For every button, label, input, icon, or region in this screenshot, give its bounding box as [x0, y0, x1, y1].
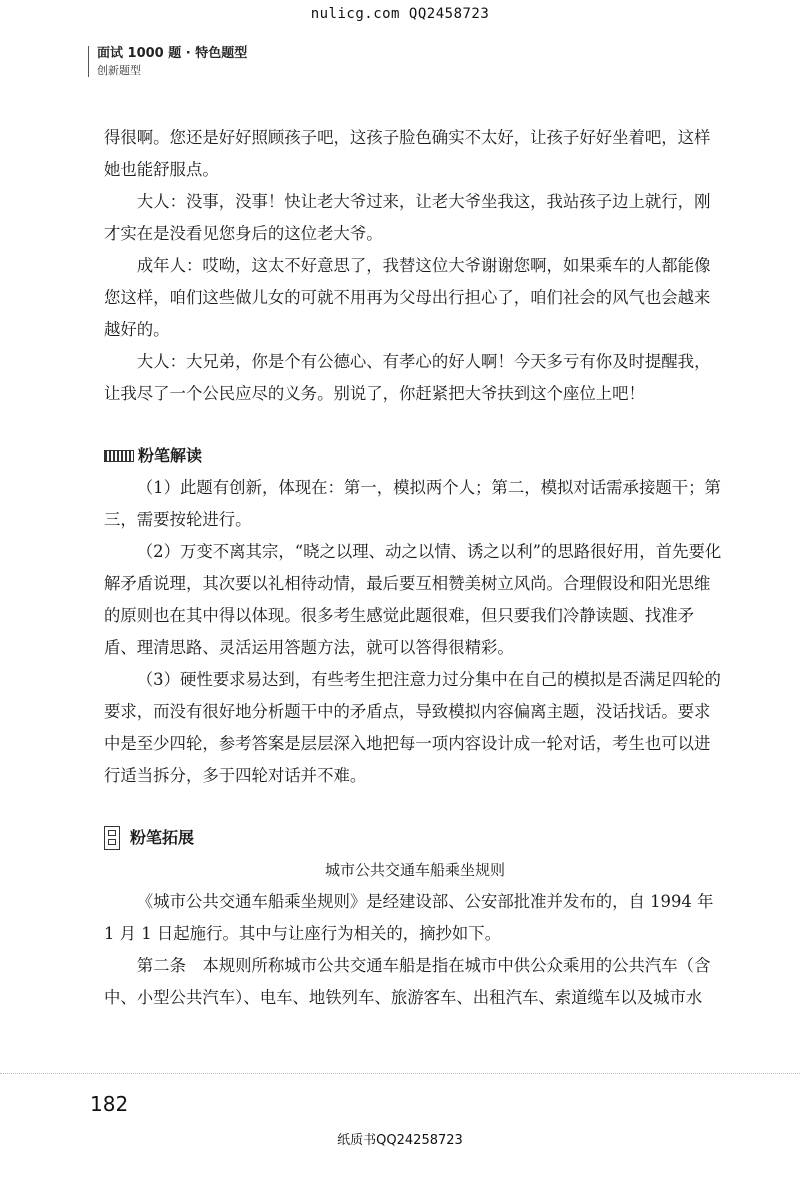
extension-subtitle: 城市公共交通车船乘坐规则: [324, 861, 505, 879]
section-title: 创新题型: [97, 63, 141, 77]
running-header: [88, 46, 247, 77]
analysis-heading: [104, 440, 726, 472]
watermark-top: nulicg.com QQ2458723: [310, 6, 490, 22]
analysis-point: （3）硬性要求易达到，有些考生把注意力过分集中在自己的模拟是否满足四轮的要求，而没有很好地分析题干中的矛盾点，导致模拟内容偏离主题，没话找话。要求中是至少四轮，参考答案是层层深入地把每一项内容设计成一轮对话，考生也可以进行适当拆分，多于四轮对话并不难。: [104, 670, 721, 785]
book-title: 面试 1000 题 · 特色题型: [97, 46, 248, 61]
analysis-heading-label: 粉笔解读: [138, 446, 203, 465]
book-icon: [104, 826, 120, 850]
extension-paragraph: 第二条 本规则所称城市公共交通车船是指在城市中供公众乘用的公共汽车（含中、小型公共汽车）、电车、地铁列车、旅游客车、出租汽车、索道缆车以及城市水: [104, 956, 711, 1007]
page-body: [104, 122, 726, 1014]
analysis-point: （2）万变不离其宗，“晓之以理、动之以情、诱之以利”的思路很好用，首先要化解矛盾说理，其次要以礼相待动情，最后要互相赞美树立风尚。合理假设和阳光思维的原则也在其中得以体现。很多考生感觉此题很难，但只要我们冷静读题、找准矛盾、理清思路、灵活运用答题方法，就可以答得很精彩。: [104, 542, 722, 657]
dialogue-paragraph: 大人：大兄弟，你是个有公德心、有孝心的好人啊！今天多亏有你及时提醒我，让我尽了一个公民应尽的义务。别说了，你赶紧把大爷扶到这个座位上吧！: [104, 352, 711, 403]
extension-heading-label: 粉笔拓展: [130, 828, 195, 847]
dialogue-paragraph: 成年人：哎呦，这太不好意思了，我替这位大爷谢谢您啊，如果乘车的人都能像您这样，咱们这些做儿女的可就不用再为父母出行担心了，咱们社会的风气也会越来越好的。: [104, 256, 711, 339]
footer-divider: [0, 1073, 800, 1074]
page-number: 182: [90, 1092, 129, 1116]
analysis-point: （1）此题有创新，体现在：第一，模拟两个人；第二，模拟对话需承接题干；第三，需要按轮进行。: [104, 478, 721, 529]
watermark-bottom: 纸质书QQ24258723: [337, 1133, 463, 1148]
extension-paragraph: 《城市公共交通车船乘坐规则》是经建设部、公安部批准并发布的，自 1994 年 1 月 1 日起施行。其中与让座行为相关的，摘抄如下。: [104, 892, 714, 943]
extension-heading: [104, 822, 726, 854]
dialogue-paragraph: 得很啊。您还是好好照顾孩子吧，这孩子脸色确实不太好，让孩子好好坐着吧，这样她也能舒服点。: [104, 128, 711, 179]
dialogue-paragraph: 大人：没事，没事！快让老大爷过来，让老大爷坐我这，我站孩子边上就行，刚才实在是没看见您身后的这位老大爷。: [104, 192, 711, 243]
chalk-badge-icon: [104, 450, 134, 462]
